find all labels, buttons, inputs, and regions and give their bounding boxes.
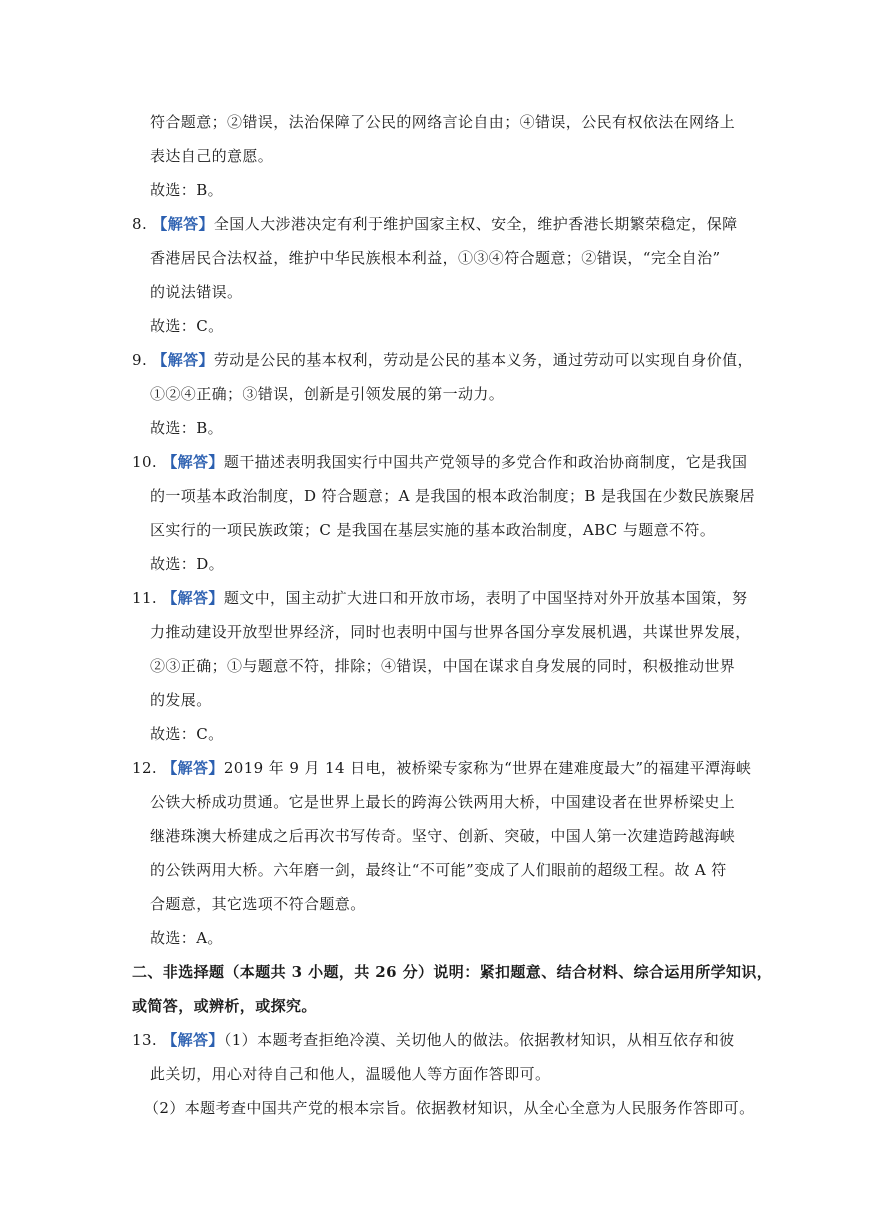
answer-choice: 故选：A。	[150, 929, 223, 947]
question-number: 8.	[132, 215, 148, 233]
answer-text: 2019 年 9 月 14 日电，被桥梁专家称为“世界在建难度最大”的福建平潭海峡	[223, 759, 752, 777]
question-number: 12.	[132, 759, 158, 777]
text-line: 合题意，其它选项不符合题意。	[150, 895, 366, 913]
answer-text: 劳动是公民的基本权利，劳动是公民的基本义务，通过劳动可以实现自身价值，	[213, 351, 753, 369]
text-line: 的发展。	[150, 691, 212, 709]
answer-text: 题文中，国主动扩大进口和开放市场，表明了中国坚持对外开放基本国策，努	[223, 589, 748, 607]
text-line: ②③正确；①与题意不符，排除；④错误，中国在谋求自身发展的同时，积极推动世界	[150, 657, 736, 675]
answer-choice: 故选：C。	[150, 317, 224, 335]
text-line: ①②④正确；③错误，创新是引领发展的第一动力。	[150, 385, 505, 403]
question-number: 9.	[132, 351, 148, 369]
question-number: 13.	[132, 1031, 158, 1049]
text-line: 表达自己的意愿。	[150, 147, 274, 165]
answer-choice: 故选：D。	[150, 555, 225, 573]
section-heading-line-2: 或简答，或辨析，或探究。	[132, 997, 317, 1015]
text-line: 的公铁两用大桥。六年磨一剑，最终让“不可能”变成了人们眼前的超级工程。故 A 符	[150, 861, 727, 879]
question-10-line-1	[132, 452, 747, 472]
question-8-line-1	[132, 214, 738, 234]
answer-label: 【解答】	[162, 1031, 224, 1049]
text-line: 的说法错误。	[150, 283, 243, 301]
section-heading: 二、非选择题（本题共 3 小题，共 26 分）说明：紧扣题意、结合材料、综合运用所学知识，	[132, 963, 773, 981]
text-line: 香港居民合法权益，维护中华民族根本利益，①③④符合题意；②错误，“完全自治”	[150, 249, 721, 267]
answer-choice: 故选：B。	[150, 419, 224, 437]
answer-text: （1）本题考查拒绝冷漠、关切他人的做法。依据教材知识，从相互依存和彼	[223, 1031, 735, 1049]
answer-text: 题干描述表明我国实行中国共产党领导的多党合作和政治协商制度，它是我国	[223, 453, 748, 471]
answer-label: 【解答】	[162, 453, 224, 471]
text-line: 公铁大桥成功贯通。它是世界上最长的跨海公铁两用大桥，中国建设者在世界桥梁史上	[150, 793, 736, 811]
text-line: 符合题意；②错误，法治保障了公民的网络言论自由；④错误，公民有权依法在网络上	[150, 113, 736, 131]
answer-label: 【解答】	[162, 589, 224, 607]
answer-label: 【解答】	[162, 759, 224, 777]
text-line: 区实行的一项民族政策；C 是我国在基层实施的基本政治制度，ABC 与题意不符。	[150, 521, 716, 539]
question-13-line-1	[132, 1030, 735, 1050]
answer-choice: 故选：C。	[150, 725, 224, 743]
question-number: 10.	[132, 453, 158, 471]
question-9-line-1	[132, 350, 753, 370]
question-11-line-1	[132, 588, 747, 608]
text-line: （2）本题考查中国共产党的根本宗旨。依据教材知识，从全心全意为人民服务作答即可。	[144, 1099, 755, 1117]
answer-choice: 故选：B。	[150, 181, 224, 199]
question-number: 11.	[132, 589, 158, 607]
answer-text: 全国人大涉港决定有利于维护国家主权、安全，维护香港长期繁荣稳定，保障	[213, 215, 738, 233]
text-line: 的一项基本政治制度，D 符合题意；A 是我国的根本政治制度；B 是我国在少数民族聚居	[150, 487, 755, 505]
text-line: 此关切，用心对待自己和他人，温暖他人等方面作答即可。	[150, 1065, 551, 1083]
question-12-line-1	[132, 758, 751, 778]
answer-label: 【解答】	[152, 351, 214, 369]
answer-label: 【解答】	[152, 215, 214, 233]
text-line: 力推动建设开放型世界经济，同时也表明中国与世界各国分享发展机遇，共谋世界发展，	[150, 623, 751, 641]
text-line: 继港珠澳大桥建成之后再次书写传奇。坚守、创新、突破，中国人第一次建造跨越海峡	[150, 827, 736, 845]
